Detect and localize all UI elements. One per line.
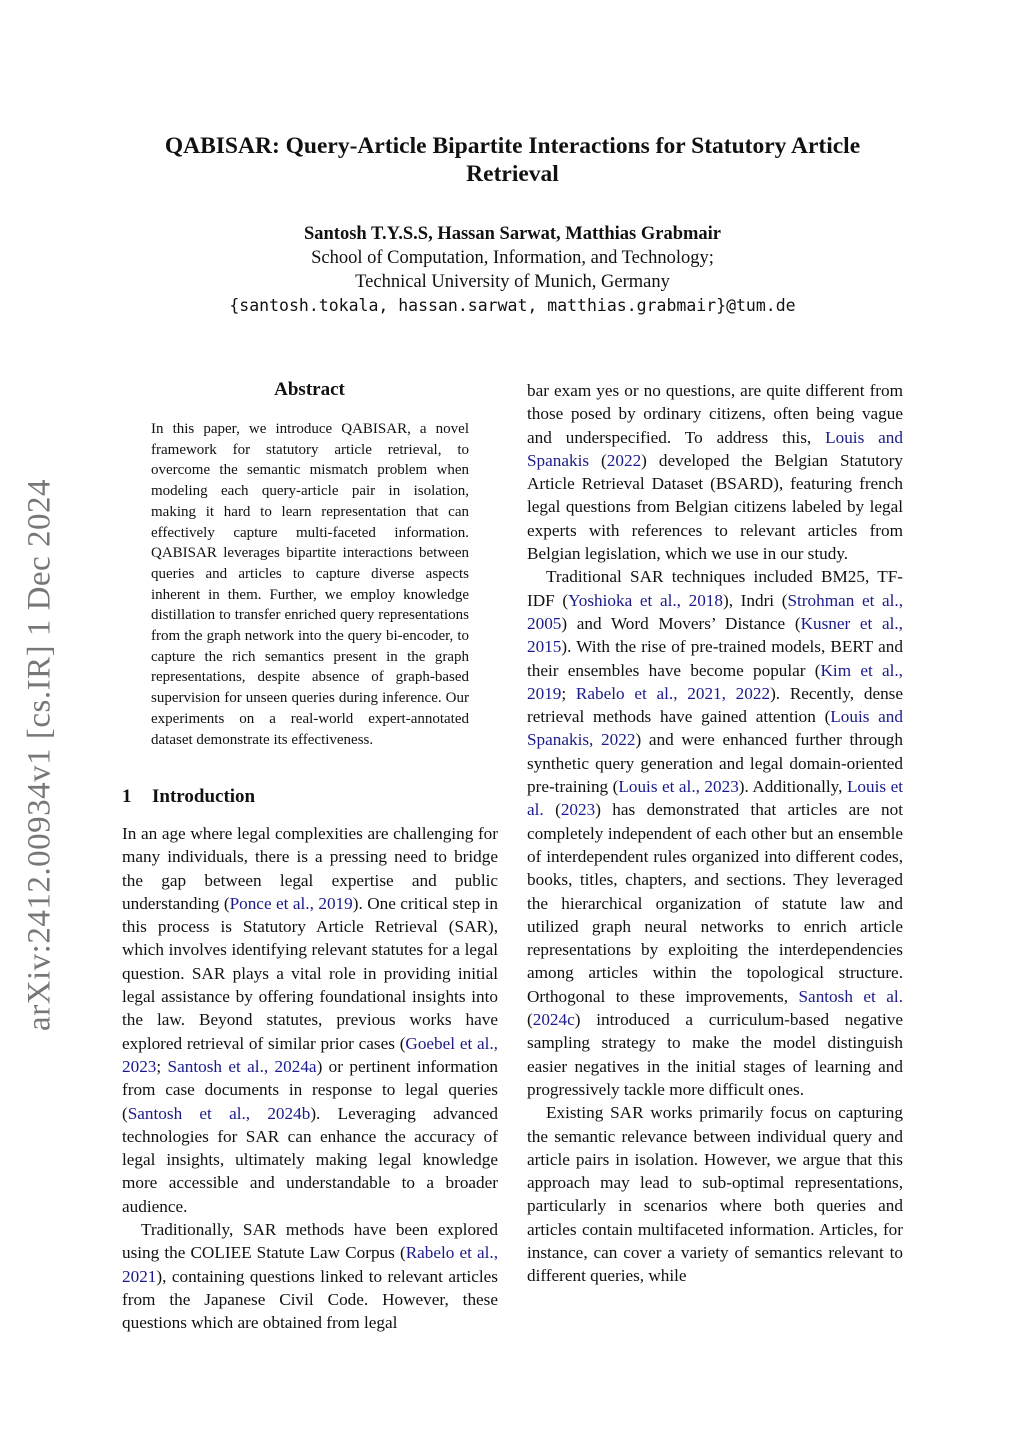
citation-link[interactable]: Ponce et al., 2019 [229, 893, 353, 913]
citation-link[interactable]: Louis et al. [527, 777, 903, 820]
section-number: 1 [122, 786, 132, 807]
citation-link[interactable]: Yoshioka et al., 2018 [568, 590, 723, 610]
citation-link[interactable]: Santosh et al. [798, 986, 903, 1006]
citation-link[interactable]: Santosh et al., 2024a [167, 1056, 317, 1076]
paper-title: QABISAR: Query-Article Bipartite Interactions for Statutory Article Retrieval [164, 133, 861, 187]
paragraph: In an age where legal complexities are challenging for many individuals, there is a pressing need to bridge the gap between legal expertise and public understanding (Ponce et al., 2019). One critical step in this process is Statutory Article Retrieval (SAR), which involves identifying relevant statutes for a legal question. SAR plays a vital role in providing initial legal assistance by offering foundational insights into the law. Beyond statutes, previous works have explored retrieval of similar prior cases (Goebel et al., 2023; Santosh et al., 2024a) or pertinent information from case documents in response to legal queries (Santosh et al., 2024b). Leveraging advanced technologies for SAR can enhance the accuracy of legal insights, ultimately making legal knowledge more accessible and understandable to a broader audience. [122, 824, 499, 1216]
citation-link[interactable]: 2023 [560, 800, 596, 820]
citation-link[interactable]: Rabelo et al., 2021, 2022 [575, 683, 771, 703]
citation-link[interactable]: Louis and Spanakis [527, 427, 903, 470]
citation-link[interactable]: Santosh et al., 2024b [127, 1103, 311, 1123]
arxiv-id: arXiv:2412.00934v1 [cs.IR] 1 Dec 2024 [21, 479, 58, 1031]
citation-link[interactable]: Louis and Spanakis, 2022 [527, 707, 903, 750]
paragraph: Existing SAR works primarily focus on capturing the semantic relevance between individual query and article pairs in isolation. However, we argue that this approach may lead to sub-optimal representations, particularly in scenarios where both queries and articles contain multifaceted information. Articles, for instance, can cover a variety of semantics relevant to different queries, while [527, 1103, 903, 1286]
abstract-heading: Abstract [274, 379, 345, 400]
section-heading-introduction [122, 786, 255, 808]
author-emails: {santosh.tokala, hassan.sarwat, matthias.grabmair}@tum.de [229, 296, 796, 315]
left-column-body [122, 822, 498, 1335]
citation-link[interactable]: 2022 [606, 450, 642, 470]
citation-link[interactable]: Strohman et al., 2005 [527, 590, 903, 633]
right-column-body [527, 379, 903, 1288]
paragraph: bar exam yes or no questions, are quite different from those posed by ordinary citizens, often being vague and underspecified. To address this, Louis and Spanakis (2022) developed the Belgian Statutory Article Retrieval Dataset (BSARD), featuring french legal questions from Belgian citizens labeled by legal experts with references to relevant articles from Belgian legislation, which we use in our study. [527, 381, 903, 564]
abstract-text: In this paper, we introduce QABISAR, a novel framework for statutory article retrieval, to overcome the semantic mismatch problem when modeling each query-article pair in isolation, making it hard to learn representation that can effectively capture multi-faceted information. QABISAR leverages bipartite interactions between queries and articles to capture diverse aspects inherent in them. Further, we employ knowledge distillation to transfer enriched query representations from the graph network into the query bi-encoder, to capture the rich semantics present in the graph representations, despite absence of graph-based supervision for unseen queries during inference. Our experiments on a real-world expert-annotated dataset demonstrate its effectiveness. [151, 421, 469, 748]
paragraph: Traditional SAR techniques included BM25, TF-IDF (Yoshioka et al., 2018), Indri (Strohman et al., 2005) and Word Movers’ Distance (Kusner et al., 2015). With the rise of pre-trained models, BERT and their ensembles have become popular (Kim et al., 2019; Rabelo et al., 2021, 2022). Recently, dense retrieval methods have gained attention (Louis and Spanakis, 2022) and were enhanced further through synthetic query generation and legal domain-oriented pre-training (Louis et al., 2023). Additionally, Louis et al. (2023) has demonstrated that articles are not completely independent of each other but an ensemble of interdependent rules organized into different codes, books, titles, chapters, and sections. They leveraged the hierarchical organization of statute law and utilized graph neural networks to enrich article representations by exploiting the interdependencies among articles within the topological structure. Orthogonal to these improvements, Santosh et al. (2024c) introduced a curriculum-based negative sampling strategy to make the model distinguish easier negatives in the initial stages of learning and progressively tackle more difficult ones. [527, 567, 903, 1099]
arxiv-sidebar-stamp [10, 470, 70, 1040]
citation-link[interactable]: Kusner et al., 2015 [527, 613, 903, 657]
affiliation-line-2: Technical University of Munich, Germany [355, 272, 670, 292]
section-title: Introduction [152, 786, 256, 807]
author-names: Santosh T.Y.S.S, Hassan Sarwat, Matthias Grabmair [303, 224, 721, 244]
author-block [120, 222, 905, 318]
citation-link[interactable]: Kim et al., 2019 [527, 660, 903, 703]
citation-link[interactable]: 2024c [532, 1010, 575, 1030]
affiliation-line-1: School of Computation, Information, and Technology; [311, 248, 714, 268]
citation-link[interactable]: Goebel et al., 2023 [122, 1033, 498, 1076]
paragraph: Traditionally, SAR methods have been explored using the COLIEE Statute Law Corpus (Rabelo et al., 2021), containing questions linked to relevant articles from the Japanese Civil Code. However, these questions which are obtained from legal [122, 1220, 498, 1333]
citation-link[interactable]: Rabelo et al., 2021 [122, 1243, 498, 1286]
citation-link[interactable]: Louis et al., 2023 [618, 777, 739, 797]
